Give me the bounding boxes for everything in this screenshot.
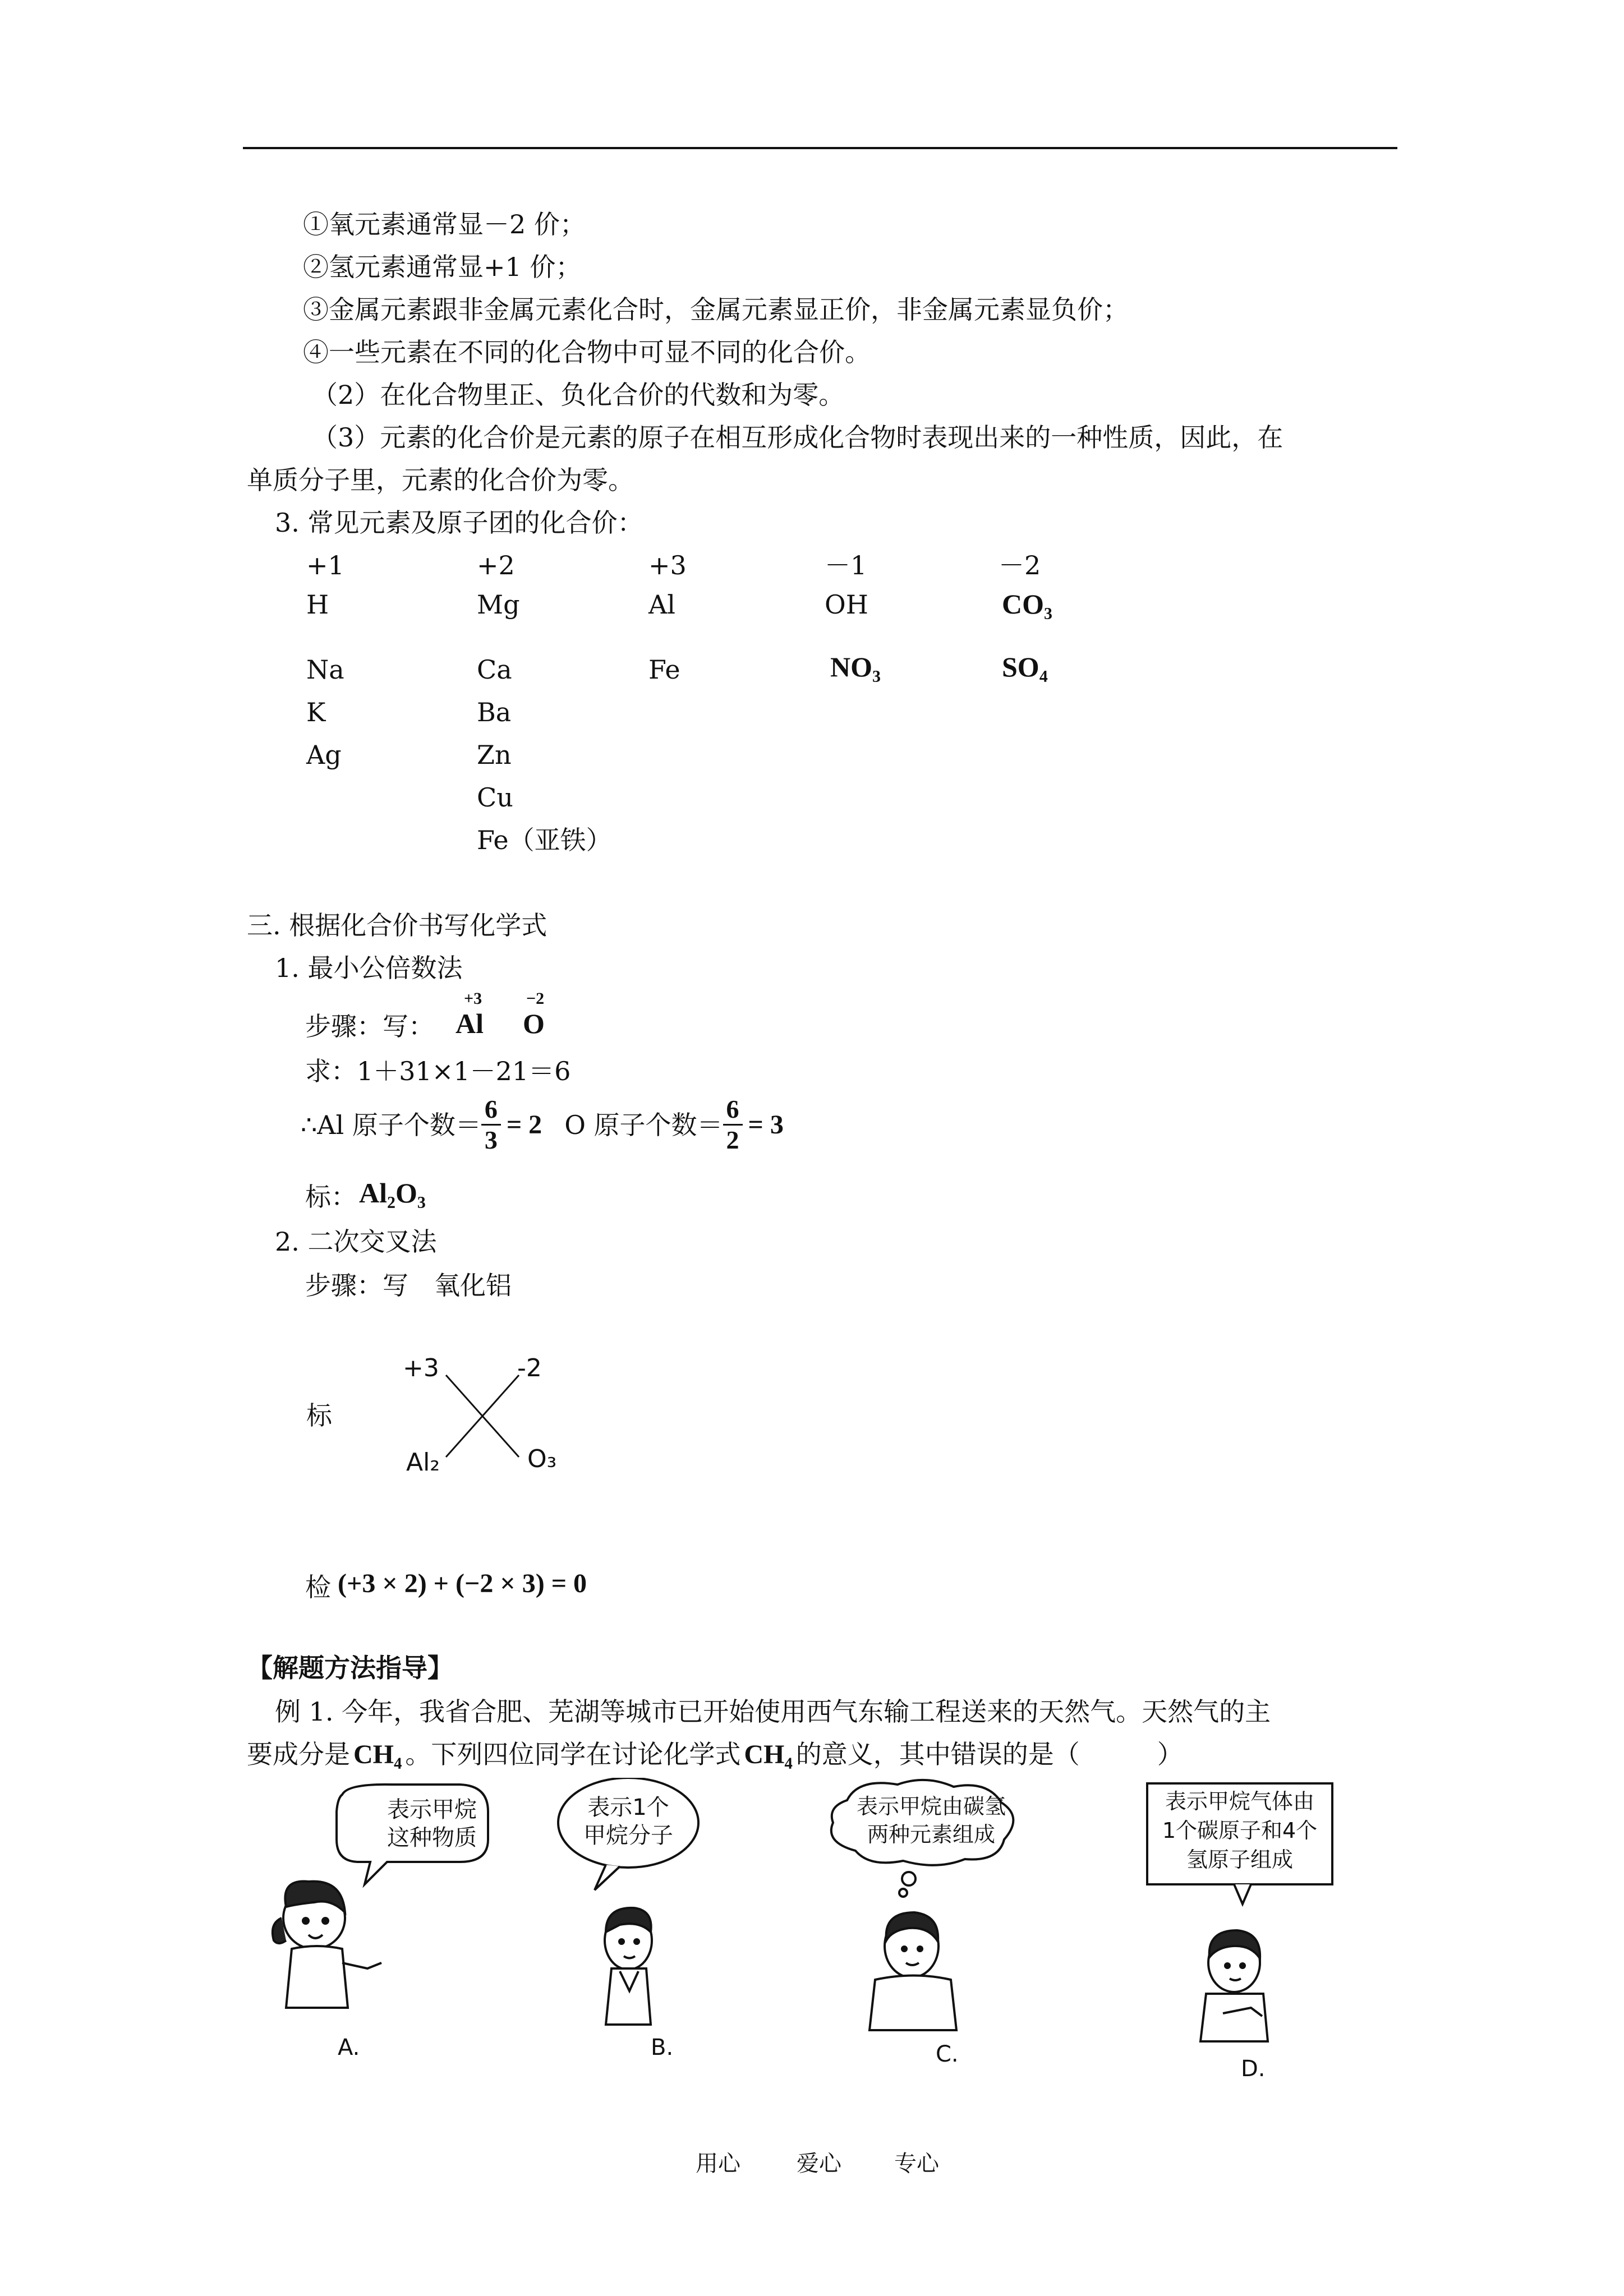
bubble-d-line: 表示甲烷气体由: [1165, 1789, 1314, 1814]
rule-variable: ④一些元素在不同的化合物中可显不同的化合价。: [303, 337, 871, 367]
bubble-c-line: 两种元素组成: [867, 1822, 995, 1847]
atom-count-row: [301, 1095, 784, 1155]
example-line1: 例 1. 今年，我省合肥、芜湖等城市已开始使用西气东输工程送来的天然气。天然气的主: [275, 1696, 1271, 1727]
method1-title: 1. 最小公倍数法: [275, 953, 463, 983]
formula-al2o3: Al₂O₃: [359, 1177, 426, 1209]
valence-header: +3: [648, 550, 687, 580]
check-equation: (+3 × 2) + (−2 × 3) = 0: [338, 1569, 587, 1598]
cross-minus2: -2: [517, 1354, 542, 1382]
o-count-result: = 3: [748, 1109, 784, 1140]
bubble-a-line: 表示甲烷: [387, 1797, 477, 1823]
valence-cell: Fe: [648, 654, 680, 685]
method2-step: 步骤：写 氧化铝: [305, 1270, 512, 1301]
o-count-label: O 原子个数＝: [564, 1109, 723, 1140]
cross-diagram: [393, 1346, 578, 1486]
valence-cell: SO₄: [1002, 651, 1048, 683]
bubble-b-text: [567, 1794, 690, 1850]
al-count-numerator: 6: [481, 1095, 501, 1126]
cross-o3: O₃: [527, 1445, 557, 1473]
valence-cell: Ba: [477, 697, 512, 727]
student-d-figure: [1200, 1930, 1268, 2041]
o-count-numerator: 6: [723, 1095, 743, 1126]
example-line2: [247, 1737, 1183, 1772]
bubble-b-line: 表示1个: [587, 1795, 669, 1820]
example-line2-part1: 要成分是: [247, 1739, 350, 1769]
valence-cell: CO₃: [1002, 588, 1052, 620]
valence-cell: NO₃: [830, 651, 881, 683]
rule-sum-zero: （2）在化合物里正、负化合价的代数和为零。: [312, 380, 845, 410]
footer-word: 爱心: [797, 2151, 841, 2177]
o-count-denominator: 2: [726, 1126, 739, 1154]
bubble-d-line: 氢原子组成: [1186, 1847, 1293, 1872]
footer-word: 用心: [696, 2151, 740, 2177]
lcm-calc: 求：1＋31×1－21＝6: [305, 1056, 571, 1086]
valence-cell: Ca: [477, 654, 512, 685]
bubble-a-line: 这种物质: [387, 1825, 477, 1851]
al-count-label: ∴Al 原子个数＝: [301, 1109, 481, 1140]
al-count-fraction: [481, 1095, 501, 1155]
student-a-figure: [273, 1882, 381, 2008]
bubble-d-text: [1150, 1787, 1329, 1874]
student-c-figure: [869, 1912, 956, 2030]
bubble-c-text: [841, 1792, 1021, 1848]
method2-title: 2. 二次交叉法: [275, 1227, 437, 1257]
valence-header: －1: [825, 550, 867, 580]
option-label-d: D.: [1241, 2056, 1266, 2082]
example-line2-part2: 。下列四位同学在讨论化学式: [405, 1739, 741, 1769]
bubble-a-text: [362, 1796, 502, 1852]
al-valence: +3: [464, 989, 482, 1008]
option-label-b: B.: [651, 2035, 674, 2060]
o-valence: −2: [526, 989, 545, 1008]
rule-element-zero-line2: 单质分子里，元素的化合价为零。: [247, 465, 634, 495]
option-label-a: A.: [338, 2035, 360, 2060]
valence-header: +2: [477, 550, 515, 580]
valence-cell: Na: [306, 654, 344, 685]
rule-hydrogen: ②氢元素通常显+1 价；: [303, 252, 582, 282]
header-rule: [243, 147, 1397, 149]
valence-cell: OH: [825, 589, 868, 620]
bubble-d-line: 1个碳原子和4个: [1162, 1818, 1318, 1843]
valence-cell: Ag: [306, 740, 342, 770]
rule-element-zero-line1: （3）元素的化合价是元素的原子在相互形成化合物时表现出来的一种性质，因此，在: [312, 422, 1283, 453]
example-line2-part3: 的意义，其中错误的是（ ）: [795, 1739, 1183, 1769]
check-label: 检: [305, 1572, 331, 1602]
ch4-formula: CH₄: [353, 1740, 402, 1769]
valence-cell: Mg: [477, 589, 520, 620]
student-b-figure: [605, 1908, 652, 2025]
cross-plus3: +3: [403, 1354, 439, 1382]
valence-header: －2: [999, 550, 1041, 580]
o-symbol: O: [523, 1008, 545, 1039]
bubble-c-line: 表示甲烷由碳氢: [856, 1794, 1006, 1819]
mark-label: 标：: [305, 1182, 357, 1212]
rule-metal: ③金属元素跟非金属元素化合时，金属元素显正价，非金属元素显负价；: [303, 294, 1129, 325]
section-title: 三. 根据化合价书写化学式: [247, 910, 548, 940]
guide-title: 【解题方法指导】: [247, 1653, 453, 1683]
step-label: 步骤：写：: [305, 1011, 434, 1041]
valence-heading: 3. 常见元素及原子团的化合价：: [275, 508, 643, 538]
bubble-b-line: 甲烷分子: [583, 1823, 673, 1848]
cross-al2: Al₂: [406, 1448, 440, 1477]
o-count-fraction: [723, 1095, 743, 1155]
rule-oxygen: ①氧元素通常显－2 价；: [303, 209, 586, 239]
valence-cell: K: [306, 697, 326, 727]
option-label-c: C.: [936, 2041, 959, 2067]
valence-cell: Fe（亚铁）: [477, 825, 612, 855]
valence-cell: Al: [648, 589, 675, 620]
method2-mark-label: 标: [306, 1400, 332, 1431]
valence-cell: Cu: [477, 782, 513, 813]
valence-cell: H: [306, 589, 329, 620]
al-count-denominator: 3: [484, 1126, 498, 1154]
valence-header: +1: [306, 550, 344, 580]
footer-word: 专心: [894, 2151, 939, 2177]
ch4-formula: CH₄: [744, 1740, 793, 1769]
valence-cell: Zn: [477, 740, 512, 770]
al-symbol: Al: [456, 1008, 484, 1039]
al-count-result: = 2: [506, 1109, 542, 1140]
